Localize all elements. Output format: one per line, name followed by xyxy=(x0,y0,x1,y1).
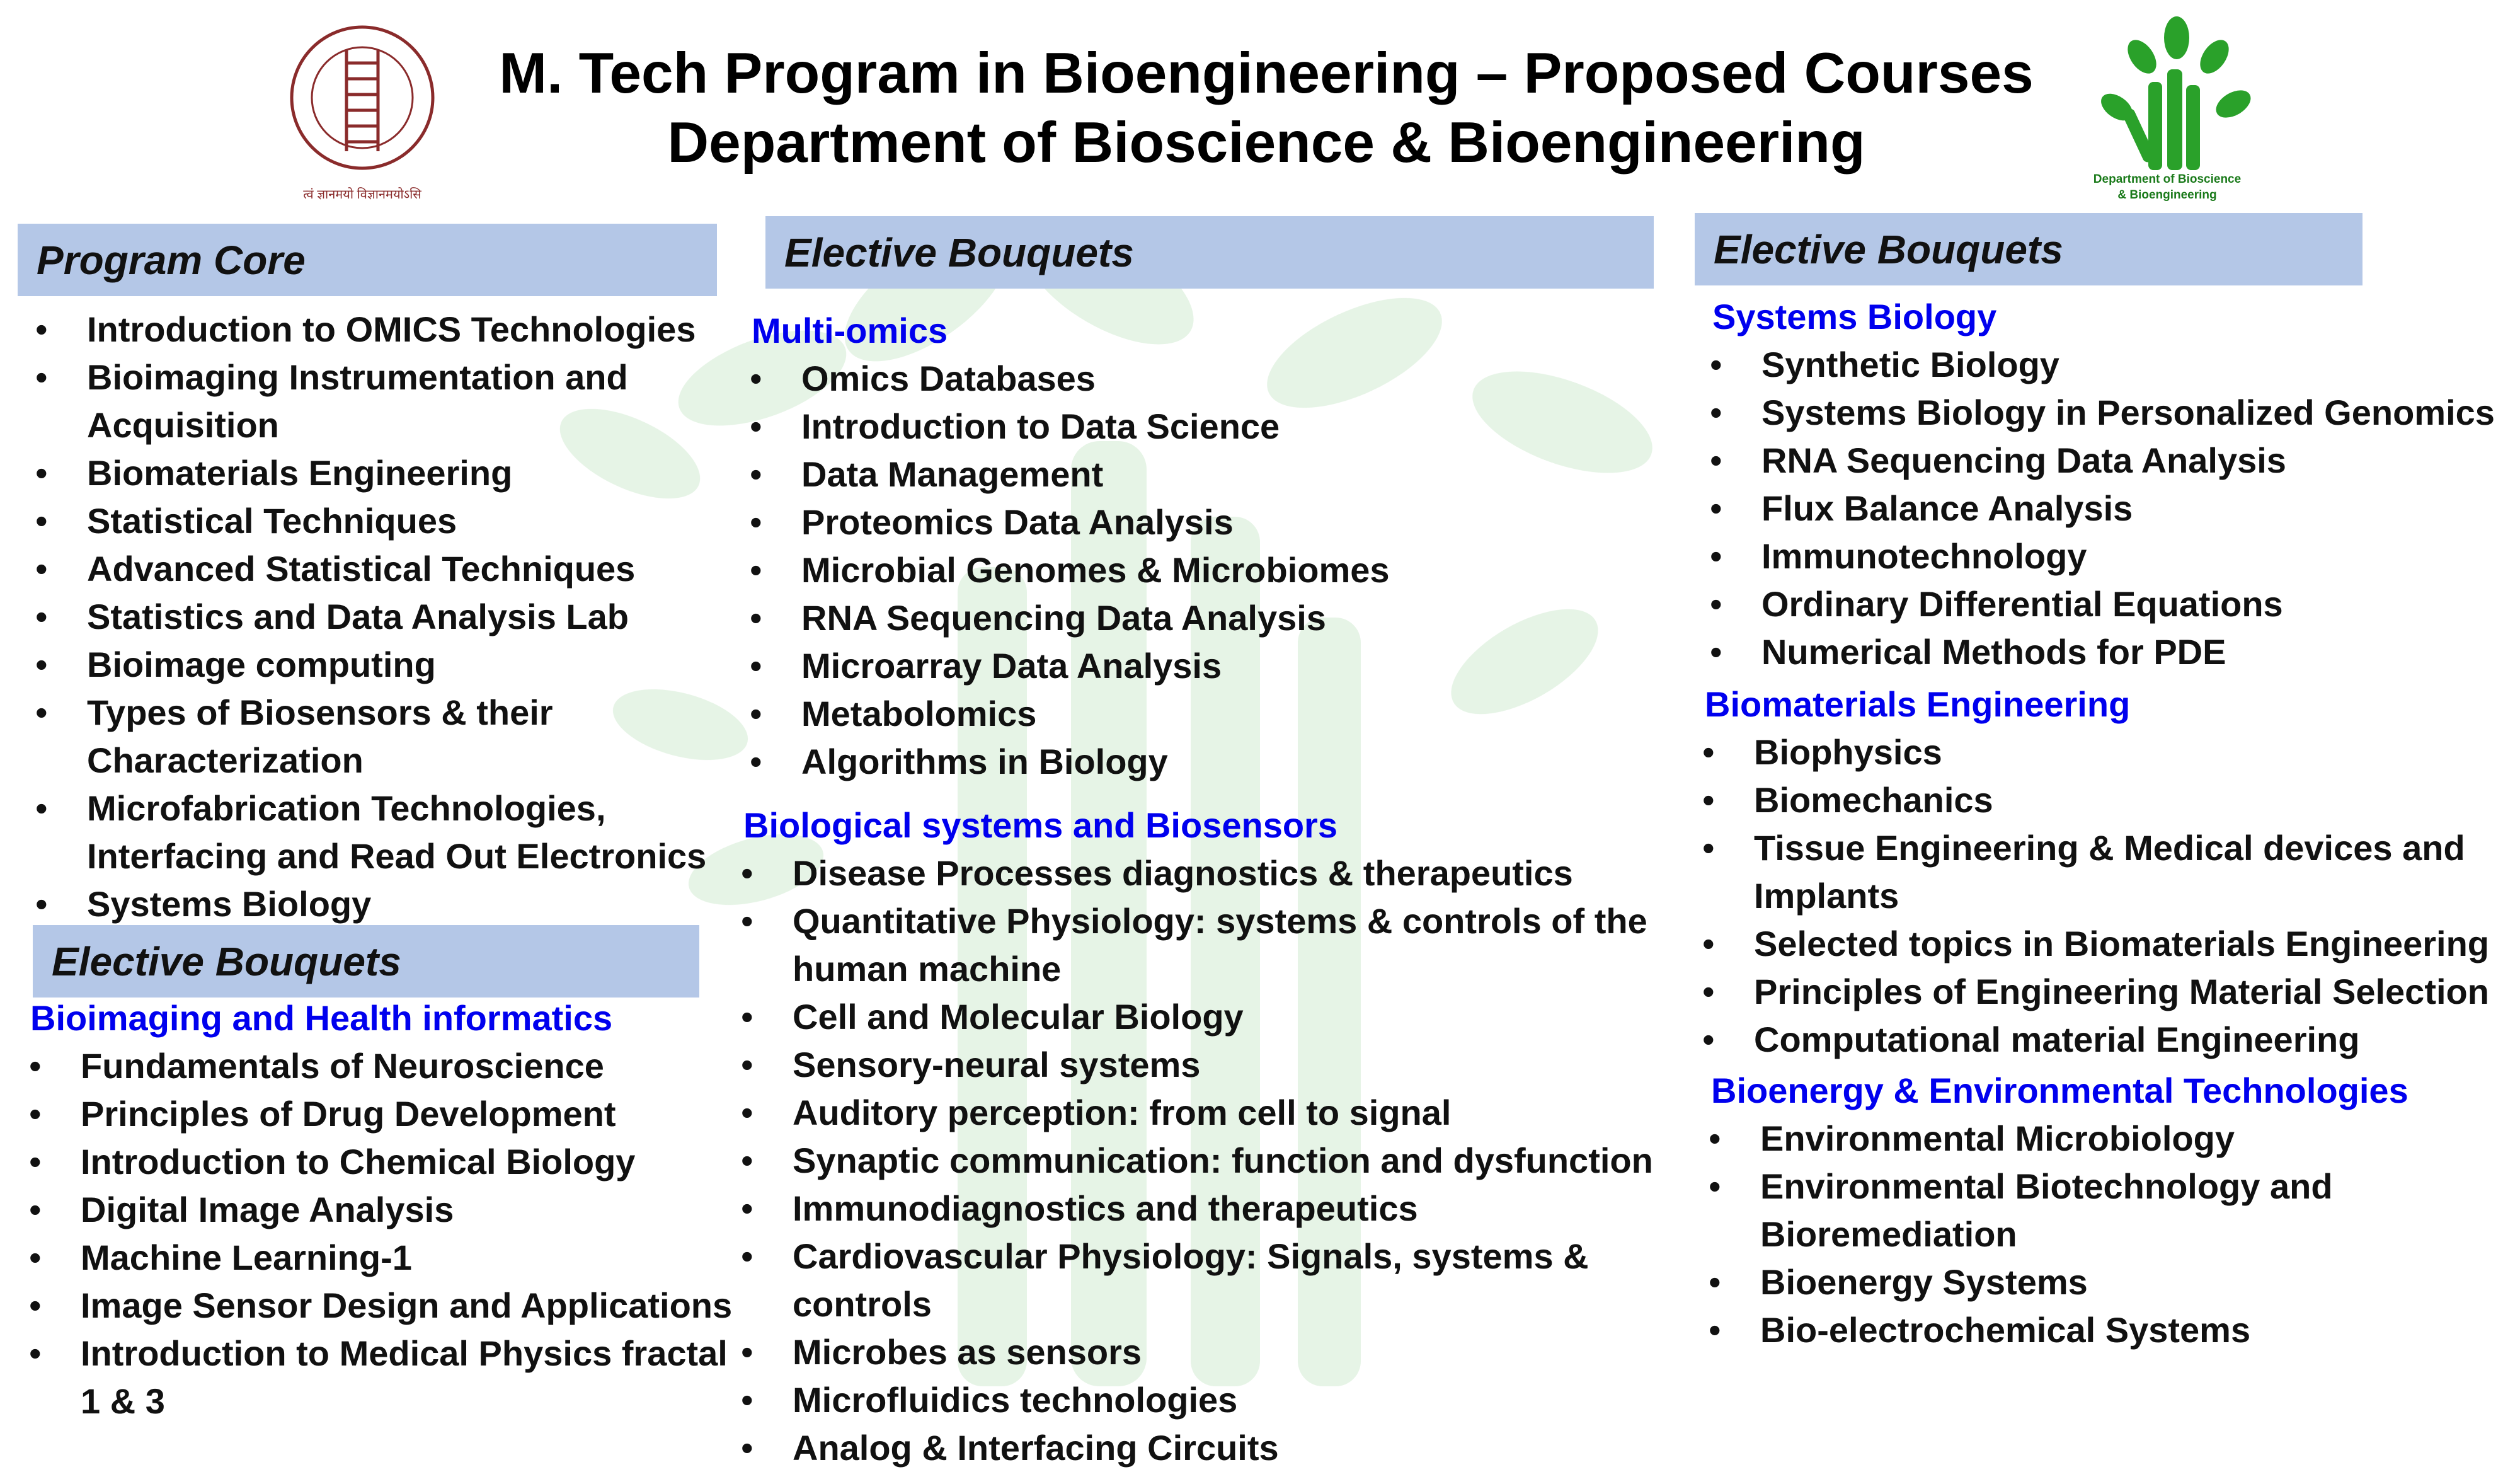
col1-elective-header: Elective Bouquets xyxy=(33,925,699,998)
course-item: • Cell and Molecular Biology xyxy=(736,993,1712,1041)
course-item: • Environmental Biotechnology and Bioremediation xyxy=(1704,1163,2460,1258)
course-item: • Introduction to Data Science xyxy=(745,403,1639,451)
multiomics-subheading: Multi-omics xyxy=(752,311,948,350)
bioenergy-list xyxy=(1704,1115,2460,1354)
course-item: • Auditory perception: from cell to signal xyxy=(736,1089,1712,1137)
course-item: • Principles of Engineering Material Selection xyxy=(1697,968,2516,1016)
systems-biology-subheading: Systems Biology xyxy=(1712,297,1997,336)
course-item: • Microfabrication Technologies, Interfacing and Read Out Electronics xyxy=(30,785,736,880)
course-item: • Bio-electrochemical Systems xyxy=(1704,1306,2460,1354)
col2-elective-header: Elective Bouquets xyxy=(765,216,1654,289)
course-item: • Microarray Data Analysis xyxy=(745,642,1639,690)
title-line-1: M. Tech Program in Bioengineering – Proposed Courses xyxy=(499,42,2034,105)
course-item: • Image Sensor Design and Applications xyxy=(24,1282,742,1330)
course-item: • Digital Image Analysis xyxy=(24,1186,742,1234)
course-item: • Selected topics in Biomaterials Engineering xyxy=(1697,920,2516,968)
course-item: • Sensory-neural systems xyxy=(736,1041,1712,1089)
course-item: • Data Management xyxy=(745,451,1639,498)
course-item: • Introduction to Chemical Biology xyxy=(24,1138,742,1186)
program-core-list xyxy=(30,306,736,928)
course-item: • Bioenergy Systems xyxy=(1704,1258,2460,1306)
course-item: • Flux Balance Analysis xyxy=(1705,485,2517,532)
department-logo xyxy=(2073,13,2262,208)
page-title xyxy=(441,39,2092,178)
biosystems-subheading: Biological systems and Biosensors xyxy=(743,805,1337,845)
course-item: • Fundamentals of Neuroscience xyxy=(24,1042,742,1090)
course-item: • Computational material Engineering xyxy=(1697,1016,2516,1064)
course-item: • Algorithms in Biology xyxy=(745,738,1639,786)
biosystems-list xyxy=(736,849,1712,1472)
course-item: • Advanced Statistical Techniques xyxy=(30,545,736,593)
course-item: • Types of Biosensors & their Characterization xyxy=(30,689,736,785)
course-item: • Proteomics Data Analysis xyxy=(745,498,1639,546)
emblem-motto: त्वं ज्ञानमयो विज्ञानमयोऽसि xyxy=(303,188,421,202)
bioimaging-subheading: Bioimaging and Health informatics xyxy=(30,998,613,1038)
course-item: • Biophysics xyxy=(1697,728,2516,776)
biomaterials-list xyxy=(1697,728,2516,1064)
course-item: • Metabolomics xyxy=(745,690,1639,738)
bioimaging-list xyxy=(24,1042,742,1425)
course-item: • Biomechanics xyxy=(1697,776,2516,824)
course-item: • Principles of Drug Development xyxy=(24,1090,742,1138)
systems-biology-list xyxy=(1705,341,2517,676)
course-item: • Environmental Microbiology xyxy=(1704,1115,2460,1163)
course-item: • Bioimage computing xyxy=(30,641,736,689)
course-item: • Quantitative Physiology: systems & controls of the human machine xyxy=(736,897,1712,993)
program-core-header: Program Core xyxy=(18,224,717,296)
institute-emblem-logo xyxy=(277,16,447,205)
course-item: • Introduction to OMICS Technologies xyxy=(30,306,736,354)
course-item: • Synaptic communication: function and dysfunction xyxy=(736,1137,1712,1185)
course-item: • Systems Biology in Personalized Genomics xyxy=(1705,389,2517,437)
course-item: • Synthetic Biology xyxy=(1705,341,2517,389)
bioenergy-subheading: Bioenergy & Environmental Technologies xyxy=(1711,1071,2408,1110)
course-item: • Microbial Genomes & Microbiomes xyxy=(745,546,1639,594)
course-item: • Bioimaging Instrumentation and Acquisition xyxy=(30,354,736,449)
course-item: • Biomaterials Engineering xyxy=(30,449,736,497)
logo-text-line2: & Bioengineering xyxy=(2117,188,2217,202)
course-item: • Introduction to Medical Physics fractal 1 & 3 xyxy=(24,1330,742,1425)
course-item: • Machine Learning-1 xyxy=(24,1234,742,1282)
course-item: • Cardiovascular Physiology: Signals, systems & controls xyxy=(736,1233,1712,1328)
course-item: • RNA Sequencing Data Analysis xyxy=(745,594,1639,642)
course-item: • Statistics and Data Analysis Lab xyxy=(30,593,736,641)
course-item: • Microfluidics technologies xyxy=(736,1376,1712,1424)
course-item: • Systems Biology xyxy=(30,880,736,928)
course-item: • Tissue Engineering & Medical devices and Implants xyxy=(1697,824,2516,920)
title-line-2: Department of Bioscience & Bioengineering xyxy=(667,111,1865,175)
logo-text-line1: Department of Bioscience xyxy=(2093,173,2242,186)
course-item: • Omics Databases xyxy=(745,355,1639,403)
course-item: • RNA Sequencing Data Analysis xyxy=(1705,437,2517,485)
course-item: • Microbes as sensors xyxy=(736,1328,1712,1376)
course-item: • Disease Processes diagnostics & therapeutics xyxy=(736,849,1712,897)
course-item: • Immunodiagnostics and therapeutics xyxy=(736,1185,1712,1233)
course-item: • Analog & Interfacing Circuits xyxy=(736,1424,1712,1472)
course-item: • Ordinary Differential Equations xyxy=(1705,580,2517,628)
biomaterials-subheading: Biomaterials Engineering xyxy=(1705,684,2131,724)
course-item: • Immunotechnology xyxy=(1705,532,2517,580)
course-item: • Numerical Methods for PDE xyxy=(1705,628,2517,676)
col3-elective-header: Elective Bouquets xyxy=(1695,213,2362,285)
multiomics-list xyxy=(745,355,1639,786)
course-item: • Statistical Techniques xyxy=(30,497,736,545)
